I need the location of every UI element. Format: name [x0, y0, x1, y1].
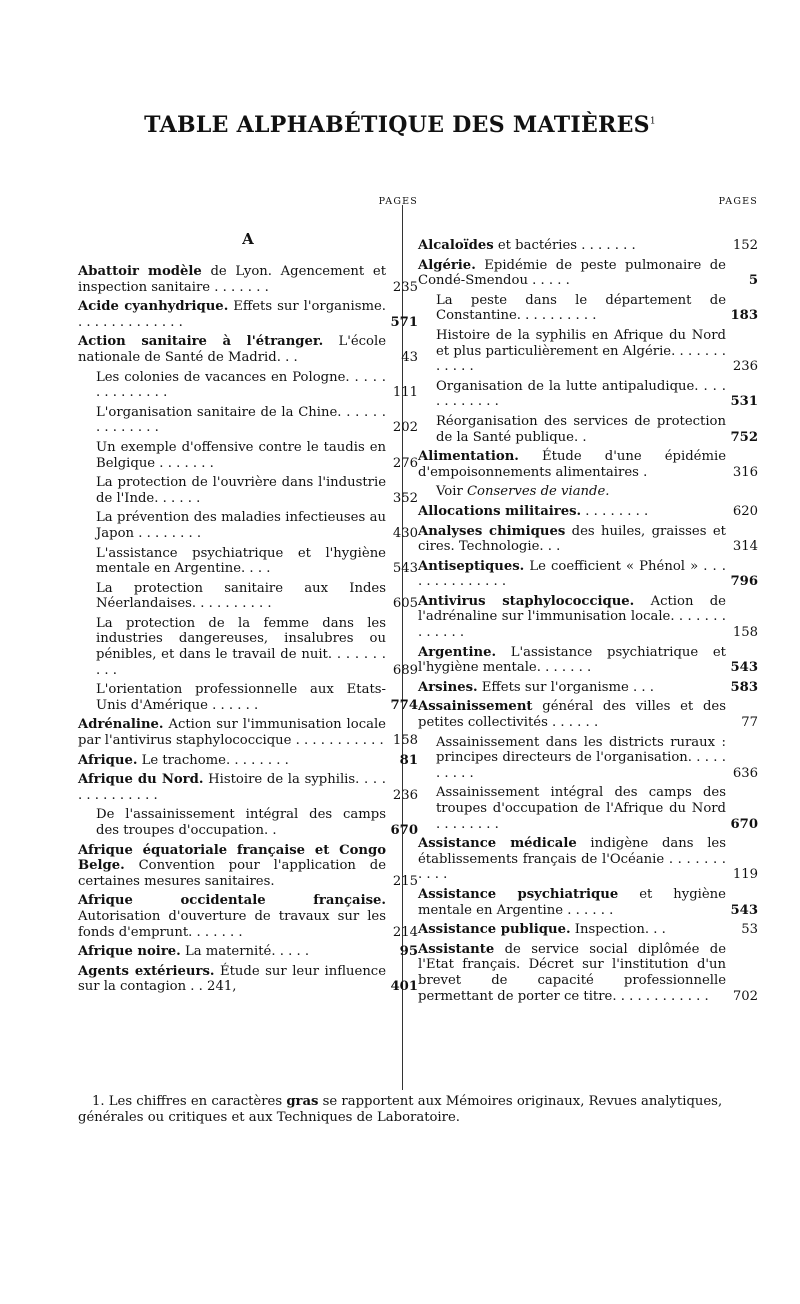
index-entry	[418, 524, 758, 555]
entry-heading: Action sanitaire à l'étranger.	[78, 334, 324, 350]
entry-description: de Lyon. Agencement et inspection sanitaire . . . . . . .	[78, 264, 386, 295]
entry-page-number: 571	[390, 314, 418, 330]
entry-page-number: 152	[732, 238, 758, 253]
entry-text	[418, 449, 758, 480]
entry-page-number: 670	[390, 823, 418, 838]
entry-text	[78, 717, 418, 748]
entry-heading: Alcaloïdes	[418, 238, 494, 253]
pages-header-left: PAGES	[378, 196, 418, 207]
entry-description: La protection de l'ouvrière dans l'industrie de l'Inde. . . . . .	[96, 475, 386, 506]
index-entry	[418, 594, 758, 641]
entry-text	[78, 964, 418, 995]
entry-page-number: 316	[732, 464, 758, 480]
index-entry	[78, 753, 418, 769]
entry-text	[436, 293, 758, 324]
entry-text	[418, 504, 758, 520]
right-entries	[418, 238, 758, 1004]
entry-page-number: 636	[732, 765, 758, 781]
entry-text	[96, 682, 418, 713]
entry-heading: Acide cyanhydrique.	[78, 299, 229, 315]
entry-text	[96, 807, 418, 838]
entry-text	[96, 546, 418, 577]
entry-description: Étude sur leur influence sur la contagion . . 241,	[78, 963, 387, 995]
entry-page-number: 605	[392, 596, 418, 612]
title-text: TABLE ALPHABÉTIQUE DES MATIÈRES	[144, 112, 650, 138]
index-entry	[78, 334, 418, 365]
entry-description: La prévention des maladies infectieuses au Japon . . . . . . . .	[96, 510, 386, 541]
index-entry	[418, 484, 758, 500]
entry-description: De l'assainissement intégral des camps des troupes d'occupation. .	[96, 807, 386, 838]
index-entry	[78, 299, 418, 330]
entry-description: de service social diplômée de l'Etat français. Décret sur l'institution d'un brevet de capacité professionnelle permettant de porter ce titre. . . . . . . . . . . .	[418, 941, 726, 1004]
left-entries	[78, 264, 418, 995]
index-entry	[78, 807, 418, 838]
entry-page-number: 235	[392, 279, 418, 295]
entry-description: et bactéries . . . . . . .	[493, 238, 636, 253]
entry-text	[418, 559, 758, 590]
index-entry	[418, 504, 758, 520]
entry-page-number: 158	[392, 733, 418, 749]
entry-heading: Antivirus staphylococcique.	[418, 593, 635, 609]
index-entry	[418, 449, 758, 480]
entry-description: L'école nationale de Santé de Madrid. . .	[78, 334, 386, 365]
entry-text	[78, 299, 418, 330]
index-entry	[418, 735, 758, 782]
entry-description: Assainissement dans les districts ruraux : principes directeurs de l'organisation. . . . . . . . . .	[436, 734, 726, 781]
entry-page-number: 752	[730, 429, 758, 445]
index-entry	[78, 510, 418, 541]
entry-page-number: 702	[732, 988, 758, 1004]
entry-description: Réorganisation des services de protection de la Santé publique. .	[436, 413, 726, 445]
entry-description: Inspection. . .	[570, 922, 666, 938]
entry-page-number: 202	[392, 420, 418, 436]
index-entry	[78, 843, 418, 890]
entry-page-number: 43	[401, 349, 418, 365]
footnote-bold-word: gras	[286, 1094, 319, 1109]
entry-page-number: 796	[730, 574, 758, 590]
entry-heading: Analyses chimiques	[418, 523, 566, 539]
entry-description: indigène dans les établissements français de l'Océanie . . . . . . . . . . .	[418, 836, 726, 883]
entry-heading: Assainissement	[418, 699, 533, 715]
entry-description: Organisation de la lutte antipaludique. . . . . . . . . . . .	[436, 378, 726, 410]
entry-description: et hygiène mentale en Argentine . . . . . .	[418, 886, 726, 918]
entry-page-number: 81	[399, 752, 418, 768]
entry-text	[436, 328, 758, 375]
entry-text	[96, 405, 418, 436]
index-entry	[418, 836, 758, 883]
entry-page-number: 214	[392, 924, 418, 940]
entry-text	[418, 836, 758, 883]
right-column	[418, 196, 758, 1008]
entry-page-number: 95	[399, 944, 418, 960]
footnote-text-before: Les chiffres en caractères	[104, 1094, 287, 1109]
entry-heading: Afrique équatoriale française et Congo Belge.	[78, 842, 386, 874]
index-entry	[418, 942, 758, 1004]
entry-page-number: 119	[732, 867, 758, 883]
entry-heading: Algérie.	[418, 257, 476, 273]
entry-description: des huiles, graisses et cires. Technologie. . .	[418, 523, 726, 555]
index-entry	[418, 559, 758, 590]
entry-text	[436, 735, 758, 782]
entry-text	[418, 680, 758, 696]
index-entry	[78, 772, 418, 803]
title-footnote-mark: 1	[649, 116, 656, 127]
entry-text	[96, 616, 418, 678]
entry-page-number: 583	[730, 679, 758, 695]
entry-text	[436, 414, 758, 445]
entry-text	[418, 699, 758, 730]
entry-page-number: 430	[392, 525, 418, 541]
entry-description: Action de l'adrénaline sur l'immunisation locale. . . . . . . . . . . . .	[418, 593, 726, 641]
entry-text	[78, 264, 418, 295]
index-entry	[418, 785, 758, 832]
entry-description: Un exemple d'offensive contre le taudis en Belgique . . . . . . .	[96, 439, 386, 471]
entry-page-number: 543	[730, 902, 758, 918]
entry-description: Étude d'une épidémie d'empoisonnements alimentaires .	[418, 449, 726, 480]
index-entry	[418, 645, 758, 676]
entry-heading: Assistance publique.	[418, 922, 571, 938]
entry-see-also: Conserves de viande.	[466, 484, 610, 500]
entry-heading: Arsines.	[418, 679, 478, 695]
entry-heading: Assistance médicale	[418, 836, 577, 852]
entry-description: L'organisation sanitaire de la Chine. . . . . . . . . . . . . .	[96, 404, 386, 436]
entry-description: L'assistance psychiatrique et l'hygiène mentale en Argentine. . . .	[96, 545, 386, 577]
entry-description: Effets sur l'organisme . . .	[477, 679, 654, 695]
entry-description: Histoire de la syphilis. . . . . . . . . . . . . .	[78, 772, 386, 803]
entry-heading: Antiseptiques.	[418, 558, 525, 574]
entry-page-number: 183	[730, 308, 758, 324]
entry-page-number: 158	[732, 625, 758, 641]
entry-heading: Agents extérieurs.	[78, 963, 215, 979]
entry-description: L'assistance psychiatrique et l'hygiène mentale. . . . . . .	[418, 644, 726, 676]
entry-text	[418, 645, 758, 676]
entry-page-number: 111	[392, 385, 418, 401]
entry-page-number: 77	[741, 715, 758, 731]
index-entry	[418, 887, 758, 918]
entry-text	[78, 843, 418, 890]
index-entry	[78, 475, 418, 506]
entry-page-number: 774	[390, 697, 418, 713]
entry-text	[96, 440, 418, 471]
index-entry	[78, 964, 418, 995]
entry-text	[418, 922, 758, 938]
entry-description: Le trachome. . . . . . . .	[137, 752, 289, 768]
index-entry	[418, 379, 758, 410]
entry-text	[96, 370, 418, 401]
entry-text	[78, 893, 418, 940]
entry-description: Autorisation d'ouverture de travaux sur les fonds d'emprunt. . . . . . .	[78, 908, 386, 940]
entry-page-number: 689	[392, 662, 418, 678]
entry-description: Assainissement intégral des camps des troupes d'occupation de l'Afrique du Nord . . . . . . . .	[436, 785, 726, 832]
entry-heading: Afrique du Nord.	[78, 772, 204, 788]
entry-description: . . . . . . . .	[581, 503, 649, 519]
entry-description: Histoire de la syphilis en Afrique du Nord et plus particulièrement en Algérie. . . . . . . . . . . .	[436, 327, 726, 375]
entry-page-number: 670	[730, 816, 758, 832]
section-letter: A	[242, 230, 254, 248]
entry-text	[96, 581, 418, 612]
entry-heading: Afrique.	[78, 752, 138, 768]
index-entry	[418, 293, 758, 324]
index-entry	[78, 893, 418, 940]
entry-text	[436, 484, 758, 500]
entry-page-number: 276	[392, 455, 418, 471]
entry-description: L'orientation professionnelle aux Etats-Unis d'Amérique . . . . . .	[96, 682, 386, 713]
left-column	[78, 196, 418, 999]
entry-page-number: 215	[392, 873, 418, 889]
pages-header-right: PAGES	[718, 196, 758, 207]
entry-text	[436, 379, 758, 410]
footnote-number: 1.	[92, 1094, 105, 1109]
entry-text	[418, 238, 758, 254]
entry-description: La protection de la femme dans les industries dangereuses, insalubres ou pénibles, et dans le travail de nuit. . . . . . . . . .	[96, 615, 386, 678]
index-entry	[78, 546, 418, 577]
index-entry	[418, 414, 758, 445]
entry-description: Action sur l'immunisation locale par l'antivirus staphylococcique . . . . . . . . . . .	[78, 717, 386, 749]
entry-description: Convention pour l'application de certaines mesures sanitaires.	[78, 858, 386, 889]
entry-heading: Assistance psychiatrique	[418, 886, 619, 902]
index-entry	[418, 922, 758, 938]
page-title	[0, 112, 800, 138]
entry-text	[96, 510, 418, 541]
entry-heading: Argentine.	[418, 644, 497, 660]
index-entry	[418, 328, 758, 375]
entry-description: La peste dans le département de Constantine. . . . . . . . . .	[436, 292, 726, 324]
entry-text	[418, 258, 758, 289]
entry-heading: Adrénaline.	[78, 717, 164, 733]
index-entry	[418, 258, 758, 289]
entry-description: Les colonies de vacances en Pologne. . . . . . . . . . . . . .	[96, 369, 386, 401]
entry-page-number: 543	[730, 660, 758, 676]
entry-page-number: 5	[748, 273, 758, 289]
entry-heading: Abattoir modèle	[78, 264, 202, 279]
entry-page-number: 352	[392, 490, 418, 506]
index-entry	[78, 405, 418, 436]
entry-text	[78, 334, 418, 365]
index-entry	[78, 581, 418, 612]
entry-page-number: 236	[392, 787, 418, 803]
entry-description: La protection sanitaire aux Indes Néerlandaises. . . . . . . . . .	[96, 580, 386, 612]
entry-heading: Afrique occidentale française.	[78, 893, 386, 909]
index-entry	[78, 682, 418, 713]
entry-text	[418, 942, 758, 1004]
index-entry	[418, 238, 758, 254]
index-entry	[78, 616, 418, 678]
entry-text	[418, 524, 758, 555]
index-entry	[78, 717, 418, 748]
entry-heading: Assistante	[418, 941, 495, 957]
entry-page-number: 314	[732, 539, 758, 555]
index-entry	[78, 440, 418, 471]
index-entry	[418, 699, 758, 730]
entry-text	[418, 594, 758, 641]
footnote	[78, 1094, 758, 1126]
entry-description: général des villes et des petites collectivités . . . . . .	[418, 699, 726, 731]
entry-text	[418, 887, 758, 918]
entry-heading: Afrique noire.	[78, 944, 181, 960]
entry-heading: Allocations militaires.	[418, 503, 582, 519]
entry-text	[96, 475, 418, 506]
entry-description: Epidémie de peste pulmonaire de Condé-Smendou . . . . .	[418, 257, 726, 289]
index-entry	[418, 680, 758, 696]
entry-description: Voir	[436, 484, 467, 500]
entry-description: Le coefficient « Phénol » . . . . . . . . . . . . . .	[418, 558, 726, 590]
index-entry	[78, 370, 418, 401]
entry-page-number: 53	[741, 922, 758, 938]
entry-page-number: 236	[732, 359, 758, 375]
entry-text	[78, 772, 418, 803]
entry-page-number: 543	[392, 561, 418, 577]
footnote-text-after: se rapportent aux Mémoires originaux, Revues analytiques, générales ou critiques et aux Techniques de Laboratoire.	[78, 1094, 723, 1125]
index-entry	[78, 264, 418, 295]
entry-page-number: 620	[732, 503, 758, 519]
entry-text	[78, 753, 418, 769]
entry-description: Effets sur l'organisme. . . . . . . . . . . . . .	[78, 299, 386, 330]
entry-description: La maternité. . . . .	[180, 944, 310, 960]
entry-text	[436, 785, 758, 832]
entry-page-number: 531	[730, 394, 758, 410]
entry-page-number: 401	[390, 979, 418, 995]
entry-heading: Alimentation.	[418, 449, 519, 465]
index-entry	[78, 944, 418, 960]
entry-text	[78, 944, 418, 960]
